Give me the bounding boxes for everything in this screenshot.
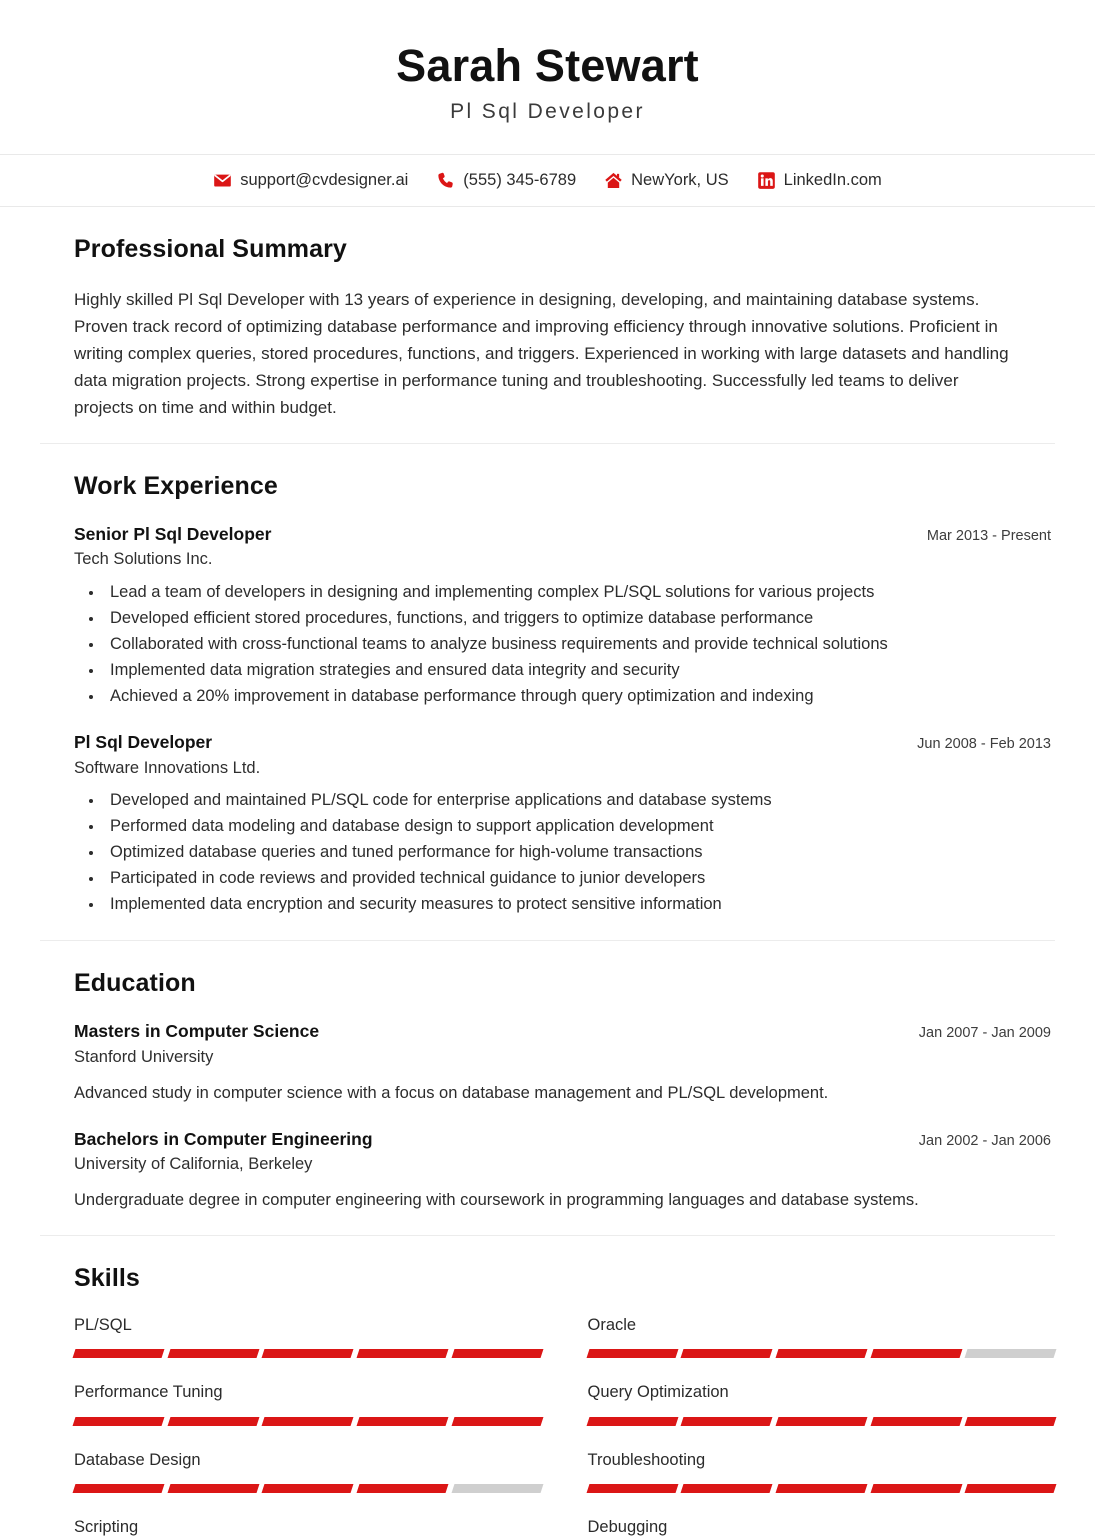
list-item: • Developed efficient stored procedures, functions, and triggers to optimize database performance [104, 606, 1055, 631]
skill-level-segment [775, 1417, 867, 1426]
experience-entry-head [74, 523, 1055, 546]
skill-level-segment [586, 1349, 678, 1358]
list-item: • Developed and maintained PL/SQL code for enterprise applications and database systems [104, 788, 1055, 813]
education-date: Jan 2007 - Jan 2009 [918, 1025, 1051, 1042]
list-item: • Collaborated with cross-functional teams to analyze business requirements and provide technical solutions [104, 632, 1055, 657]
list-item: • Lead a team of developers in designing and implementing complex PL/SQL solutions for various projects [104, 580, 1055, 605]
experience-entry-head [74, 731, 1055, 754]
section-professional-summary [40, 207, 1055, 443]
skill-item [588, 1517, 1056, 1536]
experience-date: Mar 2013 - Present [926, 527, 1051, 544]
experience-company: Software Innovations Ltd. [74, 758, 261, 777]
skill-level-segment [965, 1417, 1057, 1426]
skill-level-segment [681, 1349, 773, 1358]
skill-level-segment [586, 1484, 678, 1493]
education-school: University of California, Berkeley [74, 1155, 313, 1174]
education-entry [74, 1020, 1055, 1105]
skill-name: Database Design [74, 1450, 201, 1469]
education-entry [74, 1128, 1055, 1213]
list-item: • Optimized database queries and tuned performance for high-volume transactions [104, 840, 1055, 865]
linkedin-icon [757, 171, 776, 190]
phone-icon [436, 171, 455, 190]
skill-item [74, 1517, 542, 1536]
skill-item [74, 1382, 542, 1449]
contact-phone-label: (555) 345-6789 [463, 170, 577, 189]
skill-level-segment [262, 1484, 354, 1493]
experience-entry [74, 523, 1055, 709]
skill-item [588, 1315, 1056, 1382]
list-item: • Implemented data encryption and security measures to protect sensitive information [104, 892, 1055, 917]
skill-level-segment [451, 1417, 543, 1426]
skill-level-bar [588, 1484, 1056, 1493]
contact-item-email[interactable] [213, 171, 408, 190]
skills-grid [74, 1315, 1055, 1536]
candidate-name: Sarah Stewart [396, 40, 699, 91]
skill-level-segment [870, 1349, 962, 1358]
resume-body [0, 207, 1095, 1536]
skill-level-segment [870, 1484, 962, 1493]
skill-level-segment [167, 1349, 259, 1358]
skill-item [74, 1450, 542, 1517]
experience-company: Tech Solutions Inc. [74, 550, 213, 569]
education-description: Advanced study in computer science with a focus on database management and PL/SQL development. [74, 1083, 829, 1102]
education-degree: Bachelors in Computer Engineering [74, 1128, 373, 1149]
education-date: Jan 2002 - Jan 2006 [918, 1132, 1051, 1149]
experience-role: Pl Sql Developer [74, 732, 213, 753]
skill-level-segment [681, 1484, 773, 1493]
skill-name: Troubleshooting [587, 1450, 706, 1469]
experience-role: Senior Pl Sql Developer [74, 523, 272, 544]
experience-bullet-list [104, 580, 1055, 709]
section-title-summary: Professional Summary [74, 234, 347, 263]
skill-name: Performance Tuning [74, 1383, 223, 1402]
skill-level-segment [681, 1417, 773, 1426]
skill-level-segment [73, 1417, 165, 1426]
home-icon [604, 171, 623, 190]
contact-item-linkedin[interactable] [757, 171, 882, 190]
education-description: Undergraduate degree in computer engineering with coursework in programming languages and database systems. [74, 1190, 919, 1209]
skill-level-segment [357, 1417, 449, 1426]
summary-text: Highly skilled Pl Sql Developer with 13 years of experience in designing, developing, and maintaining database systems. Proven track record of optimizing database performance and improving efficiency through innovative solutions. Proficient in writing complex queries, stored procedures, functions, and triggers. Experienced in working with large datasets and handling data migration projects. Strong expertise in performance tuning and troubleshooting. Successfully led teams to deliver projects on time and within budget. [74, 289, 1009, 417]
skill-level-segment [167, 1484, 259, 1493]
section-skills [40, 1235, 1055, 1536]
education-degree: Masters in Computer Science [74, 1021, 320, 1042]
skill-name: Scripting [74, 1517, 139, 1536]
contact-linkedin-label: LinkedIn.com [783, 170, 882, 189]
skill-level-bar [74, 1417, 542, 1426]
skill-level-segment [451, 1484, 543, 1493]
section-work-experience [40, 443, 1055, 941]
email-icon [213, 171, 232, 190]
skill-level-segment [357, 1349, 449, 1358]
skill-level-segment [73, 1349, 165, 1358]
section-education [40, 940, 1055, 1234]
list-item: • Implemented data migration strategies and ensured data integrity and security [104, 658, 1055, 683]
skill-name: Query Optimization [587, 1383, 729, 1402]
skill-level-segment [451, 1349, 543, 1358]
skill-name: Debugging [587, 1517, 668, 1536]
skill-level-segment [357, 1484, 449, 1493]
skill-level-segment [262, 1417, 354, 1426]
skill-level-bar [74, 1484, 542, 1493]
list-item: • Performed data modeling and database design to support application development [104, 814, 1055, 839]
skill-name: Oracle [587, 1315, 637, 1334]
education-school: Stanford University [74, 1048, 214, 1067]
skill-level-bar [588, 1349, 1056, 1358]
skill-item [74, 1315, 542, 1382]
experience-date: Jun 2008 - Feb 2013 [917, 736, 1051, 753]
skill-item [588, 1450, 1056, 1517]
contact-item-phone[interactable] [436, 171, 576, 190]
skill-level-bar [74, 1349, 542, 1358]
education-entry-head [74, 1020, 1055, 1043]
skill-name: PL/SQL [74, 1315, 132, 1334]
skill-item [588, 1382, 1056, 1449]
skill-level-segment [167, 1417, 259, 1426]
skill-level-segment [262, 1349, 354, 1358]
skill-level-segment [965, 1349, 1057, 1358]
skill-level-segment [73, 1484, 165, 1493]
skill-level-segment [965, 1484, 1057, 1493]
section-title-education: Education [74, 969, 196, 998]
resume-header [0, 0, 1095, 154]
skill-level-bar [588, 1417, 1056, 1426]
experience-bullet-list [104, 788, 1055, 917]
contact-email-label: support@cvdesigner.ai [240, 170, 409, 189]
skill-level-segment [775, 1484, 867, 1493]
candidate-job-title: Pl Sql Developer [450, 99, 645, 123]
skill-level-segment [586, 1417, 678, 1426]
education-entry-head [74, 1128, 1055, 1151]
section-title-experience: Work Experience [74, 471, 278, 500]
experience-entry [74, 731, 1055, 917]
section-title-skills: Skills [74, 1263, 140, 1292]
skill-level-segment [870, 1417, 962, 1426]
contact-location-label: NewYork, US [631, 170, 729, 189]
skill-level-segment [775, 1349, 867, 1358]
contact-item-location[interactable] [604, 171, 729, 190]
list-item: • Achieved a 20% improvement in database performance through query optimization and indexing [104, 684, 1055, 709]
list-item: • Participated in code reviews and provided technical guidance to junior developers [104, 866, 1055, 891]
contact-bar [0, 154, 1095, 207]
